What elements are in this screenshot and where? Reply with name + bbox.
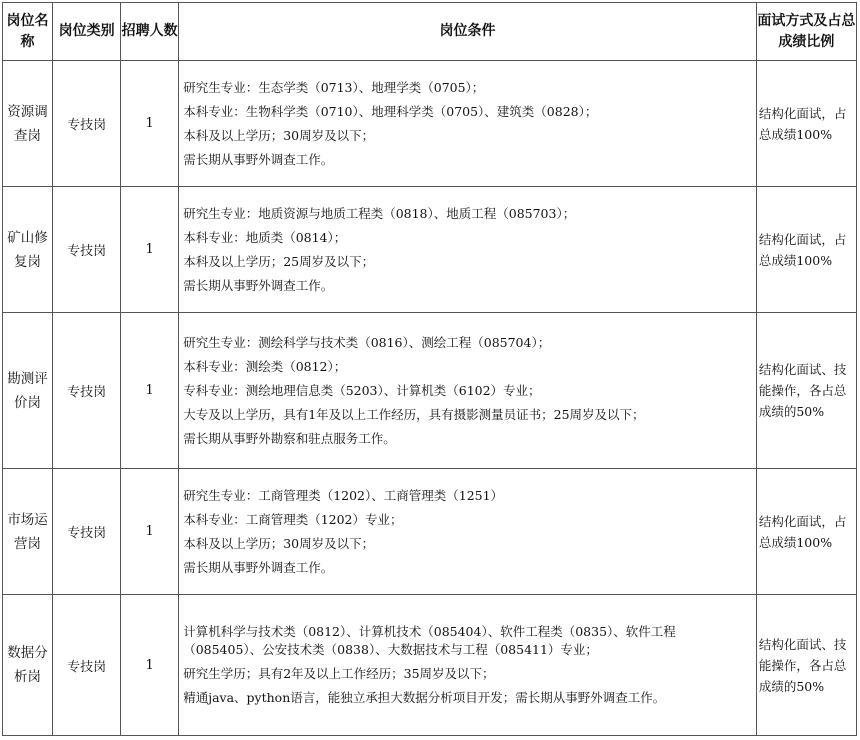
job-category: 专技岗 <box>53 61 121 187</box>
job-name: 矿山修复岗 <box>3 187 53 313</box>
job-count: 1 <box>121 595 179 736</box>
job-conditions <box>179 469 757 595</box>
header-method: 面试方式及占总成绩比例 <box>756 3 856 61</box>
job-conditions <box>179 595 757 736</box>
condition-line: 需长期从事野外勘察和驻点服务工作。 <box>183 430 396 446</box>
job-count: 1 <box>121 61 179 187</box>
header-row <box>3 3 857 61</box>
job-table <box>2 2 857 736</box>
job-conditions <box>179 61 757 187</box>
condition-line: 需长期从事野外调查工作。 <box>183 277 334 293</box>
job-category: 专技岗 <box>53 187 121 313</box>
condition-line: 专科专业：测绘地理信息类（5203）、计算机类（6102）专业； <box>183 382 541 398</box>
table-row <box>3 61 857 187</box>
condition-line: 本科专业：测绘类（0812）； <box>183 358 347 374</box>
condition-line: 精通java、python语言，能独立承担大数据分析项目开发；需长期从事野外调查工作。 <box>183 690 666 705</box>
condition-line: 本科及以上学历；30周岁及以下； <box>183 535 375 551</box>
table-row <box>3 313 857 469</box>
condition-line: 需长期从事野外调查工作。 <box>183 151 334 167</box>
condition-line: 本科专业：地质类（0814）； <box>183 229 347 245</box>
condition-line: 本科及以上学历；30周岁及以下； <box>183 127 375 143</box>
job-count: 1 <box>121 469 179 595</box>
condition-line: 本科及以上学历；25周岁及以下； <box>183 253 375 269</box>
job-conditions <box>179 313 757 469</box>
header-count: 招聘人数 <box>121 3 179 61</box>
table-row <box>3 595 857 736</box>
condition-line: 大专及以上学历，具有1年及以上工作经历，具有摄影测量员证书；25周岁及以下； <box>183 406 645 422</box>
job-category: 专技岗 <box>53 595 121 736</box>
job-count: 1 <box>121 187 179 313</box>
header-category: 岗位类别 <box>53 3 121 61</box>
job-name: 勘测评价岗 <box>3 313 53 469</box>
condition-line: 研究生专业：地质资源与地质工程类（0818）、地质工程（085703）； <box>183 205 576 221</box>
job-category: 专技岗 <box>53 469 121 595</box>
job-name: 市场运营岗 <box>3 469 53 595</box>
header-conditions: 岗位条件 <box>179 3 757 61</box>
condition-line: 研究生专业：测绘科学与技术类（0816）、测绘工程（085704）； <box>183 334 551 350</box>
job-count: 1 <box>121 313 179 469</box>
job-name: 资源调查岗 <box>3 61 53 187</box>
condition-line: 计算机科学与技术类（0812）、计算机技术（085404）、软件工程类（0835）、软件工程（085405）、公安技术类（0838）、大数据技术与工程（085411）专业； <box>183 624 676 657</box>
table-row <box>3 469 857 595</box>
job-conditions <box>179 187 757 313</box>
header-name: 岗位名称 <box>3 3 53 61</box>
condition-line: 本科专业：生物科学类（0710）、地理科学类（0705）、建筑类（0828）； <box>183 103 598 119</box>
table-row <box>3 187 857 313</box>
condition-line: 研究生专业：生态学类（0713）、地理学类（0705）； <box>183 79 485 95</box>
job-method: 结构化面试，占总成绩100% <box>756 187 856 313</box>
condition-line: 本科专业：工商管理类（1202）专业； <box>183 511 403 527</box>
condition-line: 研究生专业：工商管理类（1202）、工商管理类（1251） <box>183 487 504 503</box>
job-name: 数据分析岗 <box>3 595 53 736</box>
job-category: 专技岗 <box>53 313 121 469</box>
condition-line: 需长期从事野外调查工作。 <box>183 559 334 575</box>
job-method: 结构化面试、技能操作，各占总成绩的50% <box>756 313 856 469</box>
job-method: 结构化面试，占总成绩100% <box>756 469 856 595</box>
condition-line: 研究生学历；具有2年及以上工作经历；35周岁及以下； <box>183 666 495 681</box>
job-method: 结构化面试，占总成绩100% <box>756 61 856 187</box>
job-method: 结构化面试、技能操作，各占总成绩的50% <box>756 595 856 736</box>
